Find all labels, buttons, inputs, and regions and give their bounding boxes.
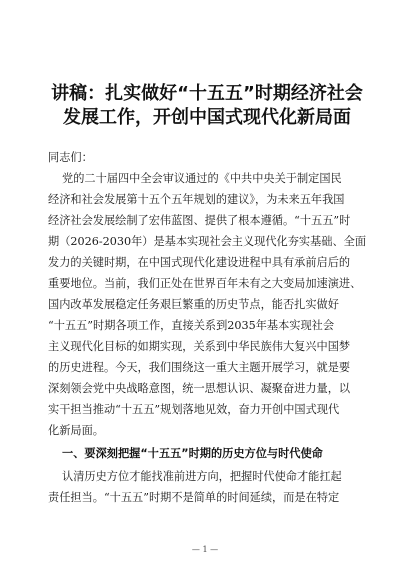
document-title: [40, 82, 374, 130]
paragraph-line: 党的二十届四中全会审议通过的《中共中央关于制定国民: [62, 172, 342, 185]
page-number: — 1 —: [191, 545, 219, 554]
paragraph-line: 实干担当推动“十五五”规划落地见效，奋力开创中国式现代: [48, 403, 340, 416]
paragraph-line: 期（2026-2030年）是基本实现社会主义现代化夯实基础、全面: [48, 235, 367, 248]
paragraph-line: 主义现代化目标的如期实现，关系到中华民族伟大复兴中国梦: [48, 340, 351, 353]
title-line-1: 讲稿：扎实做好“十五五”时期经济社会: [51, 83, 363, 104]
paragraph-line: 发力的关键时期，在中国式现代化建设进程中具有承前启后的: [48, 256, 351, 269]
paragraph-line: 经济和社会发展第十五个五年规划的建议》，为未来五年我国: [48, 193, 345, 206]
paragraph-line: 化新局面。: [48, 424, 104, 437]
title-line-2: 发展工作，开创中国式现代化新局面: [63, 107, 351, 128]
salutation: 同志们：: [48, 151, 93, 164]
paragraph-line: 深刻领会党中央战略意图，统一思想认识、凝聚奋进力量，以: [48, 382, 351, 395]
paragraph-line: “十五五”时期各项工作，直接关系到2035年基本实现社会: [48, 319, 335, 332]
paragraph-line: 责任担当。“十五五”时期不是简单的时间延续，而是在特定: [48, 491, 340, 504]
section-heading: 一、要深刻把握“十五五”时期的历史方位与时代使命: [62, 447, 323, 460]
paragraph-line: 国内改革发展稳定任务艰巨繁重的历史节点，能否扎实做好: [48, 298, 339, 311]
paragraph-line: 认清历史方位才能找准前进方向，把握时代使命才能扛起: [62, 470, 342, 483]
paragraph-line: 重要地位。当前，我们正处在世界百年未有之大变局加速演进、: [48, 277, 362, 290]
paragraph-line: 的历史进程。今天，我们围绕这一重大主题开展学习，就是要: [48, 361, 351, 374]
paragraph-line: 经济社会发展绘制了宏伟蓝图、提供了根本遵循。“十五五”时: [48, 214, 351, 227]
